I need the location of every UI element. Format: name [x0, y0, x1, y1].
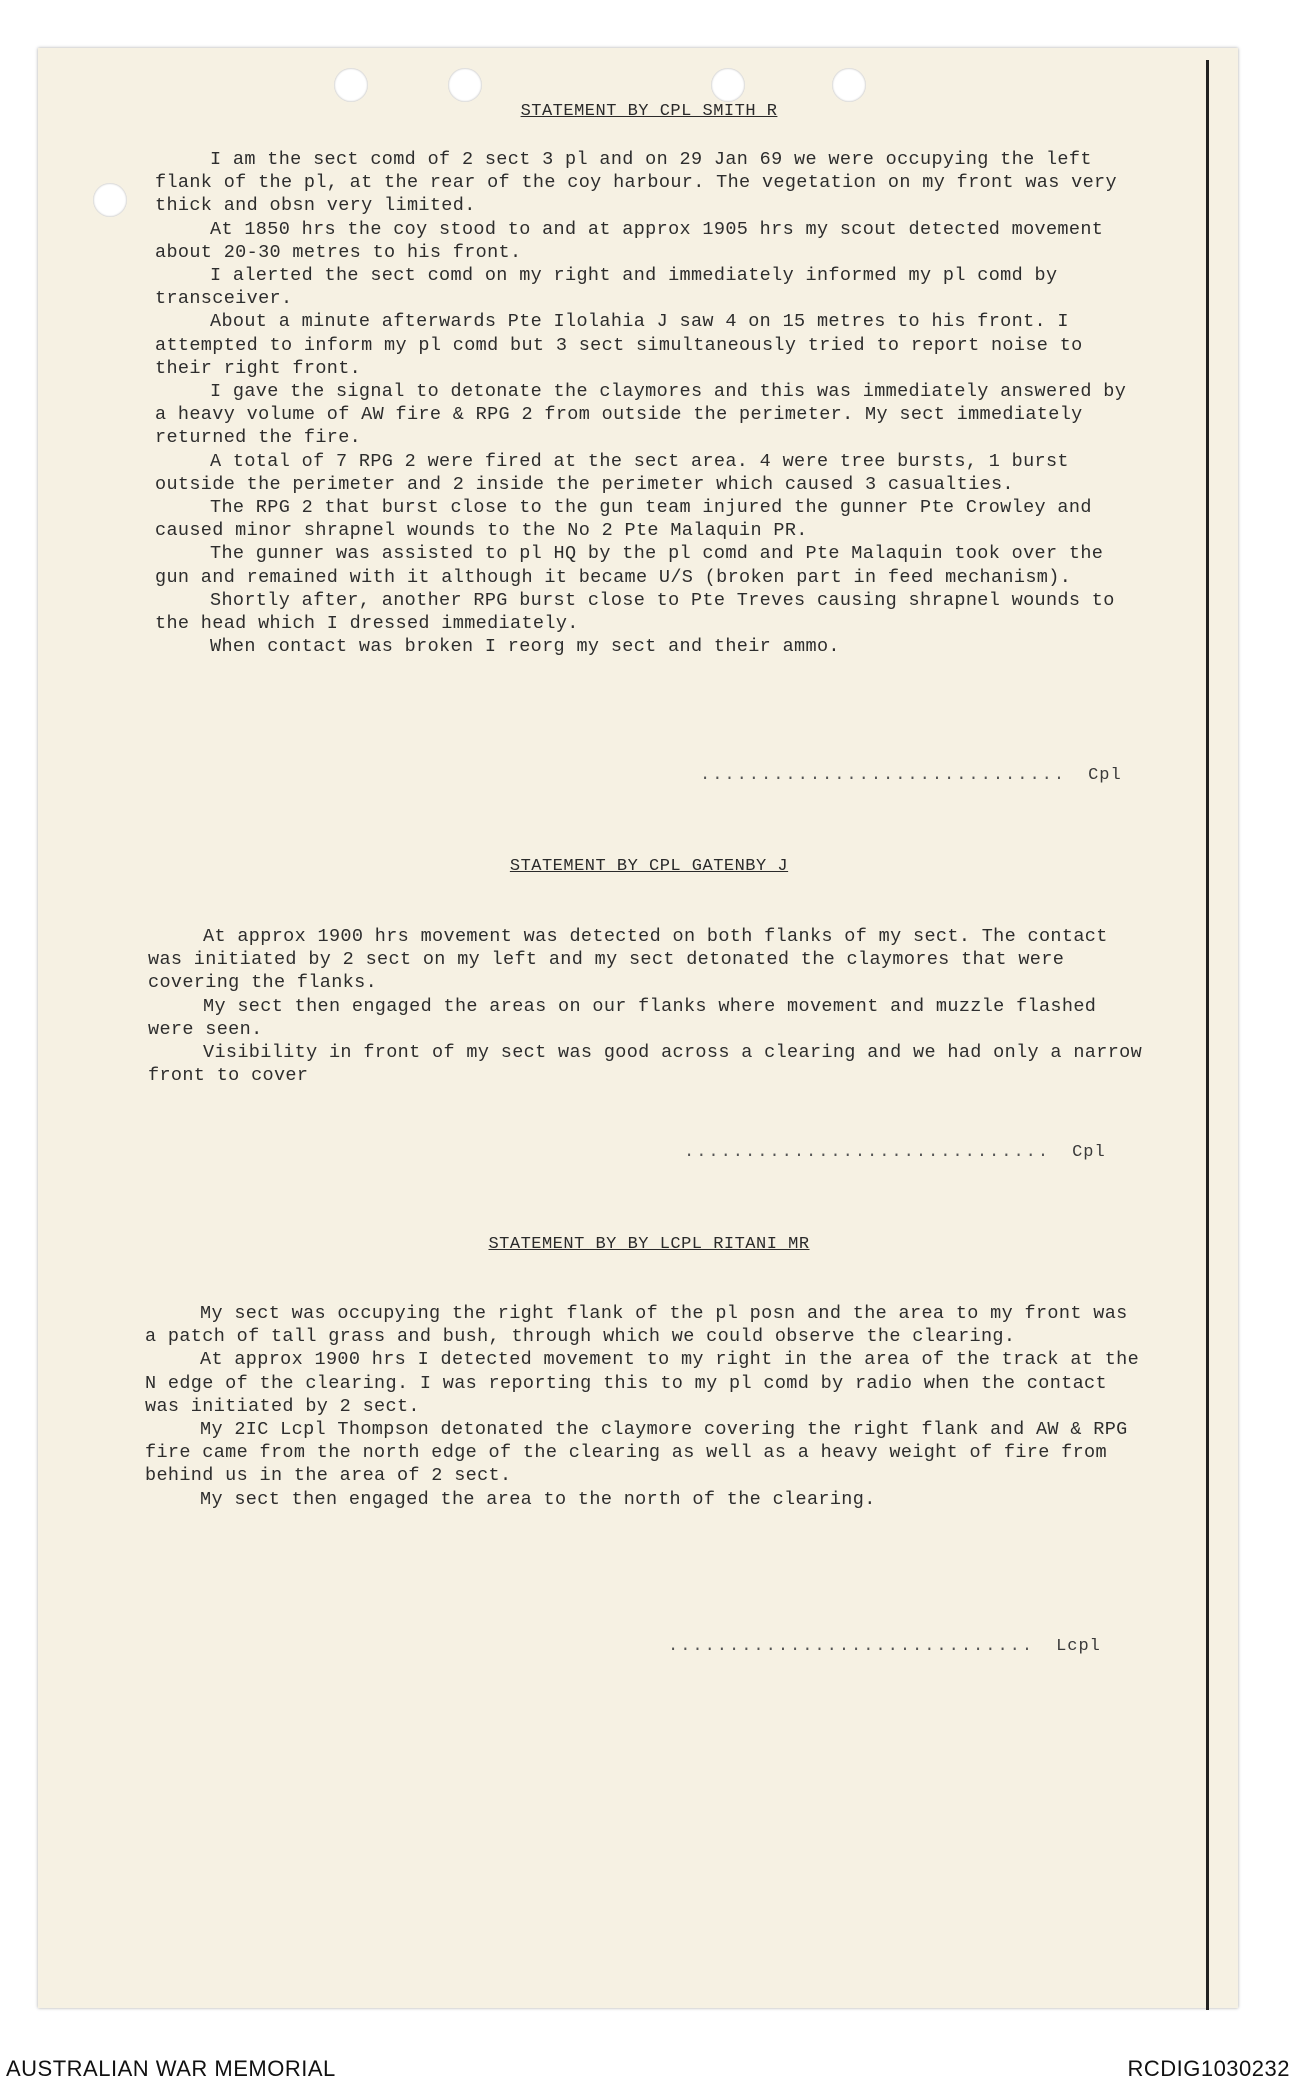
statement-paragraph: Shortly after, another RPG burst close to Pte Treves causing shrapnel wounds to the head which I dressed immediately. [155, 589, 1115, 635]
statement-paragraph: The RPG 2 that burst close to the gun team injured the gunner Pte Crowley and caused minor shrapnel wounds to the No 2 Pte Malaquin PR. [155, 497, 1092, 542]
signature-rank: Lcpl [1056, 1637, 1101, 1656]
statement-body [145, 1302, 1145, 1511]
punch-hole [448, 68, 482, 102]
signature-dots: .............................. [700, 766, 1067, 785]
footer-archive-name: AUSTRALIAN WAR MEMORIAL [6, 2056, 336, 2081]
statement-paragraph: At approx 1900 hrs I detected movement to my right in the area of the track at the N edge of the clearing. I was reporting this to my pl comd by radio when the contact was initiated by 2 sect. [145, 1349, 1140, 1417]
signature-line [684, 1143, 1106, 1162]
statement-heading: STATEMENT BY BY LCPL RITANI MR [488, 1235, 810, 1254]
statement-heading: STATEMENT BY CPL SMITH R [520, 102, 778, 121]
punch-hole [711, 68, 745, 102]
statement-paragraph: My sect then engaged the area to the north of the clearing. [200, 1488, 876, 1510]
signature-dots: .............................. [668, 1637, 1035, 1656]
statement-paragraph: At 1850 hrs the coy stood to and at approx 1905 hrs my scout detected movement about 20-30 metres to his front. [155, 218, 1104, 263]
signature-rank: Cpl [1088, 766, 1122, 785]
statement-paragraph: I am the sect comd of 2 sect 3 pl and on 29 Jan 69 we were occupying the left flank of the pl, at the rear of the coy harbour. The vegetation on my front was very thick and obsn very limited. [155, 149, 1117, 217]
punch-hole [93, 183, 127, 217]
punch-hole [334, 68, 368, 102]
statement-body [155, 148, 1140, 658]
footer-catalogue-id: RCDIG1030232 [1127, 2056, 1290, 2081]
punch-hole [832, 68, 866, 102]
statement-paragraph: The gunner was assisted to pl HQ by the pl comd and Pte Malaquin took over the gun and remained with it although it became U/S (broken part in feed mechanism). [155, 543, 1104, 588]
page-edge-shadow [1206, 60, 1209, 2010]
statement-paragraph: When contact was broken I reorg my sect and their ammo. [210, 636, 840, 658]
signature-line [668, 1637, 1101, 1656]
statement-heading: STATEMENT BY CPL GATENBY J [509, 857, 789, 876]
statement-paragraph: My sect then engaged the areas on our flanks where movement and muzzle flashed were seen. [148, 995, 1097, 1040]
statement-paragraph: My 2IC Lcpl Thompson detonated the claymore covering the right flank and AW & RPG fire came from the north edge of the clearing as well as a heavy weight of fire from behind us in the area of 2 sect. [145, 1419, 1128, 1487]
signature-dots: .............................. [684, 1143, 1051, 1162]
statement-paragraph: A total of 7 RPG 2 were fired at the sect area. 4 were tree bursts, 1 burst outside the perimeter and 2 inside the perimeter which caused 3 casualties. [155, 450, 1069, 495]
statement-paragraph: I alerted the sect comd on my right and immediately informed my pl comd by transceiver. [155, 265, 1058, 310]
statement-paragraph: At approx 1900 hrs movement was detected on both flanks of my sect. The contact was initiated by 2 sect on my left and my sect detonated the claymores that were covering the flanks. [148, 926, 1108, 994]
signature-rank: Cpl [1072, 1143, 1106, 1162]
statement-paragraph: About a minute afterwards Pte Ilolahia J saw 4 on 15 metres to his front. I attempted to inform my pl comd but 3 sect simultaneously tried to report noise to their right front. [155, 311, 1083, 379]
statement-paragraph: Visibility in front of my sect was good across a clearing and we had only a narrow front to cover [148, 1042, 1143, 1087]
signature-line [700, 766, 1122, 785]
statement-body [148, 925, 1143, 1087]
statement-paragraph: My sect was occupying the right flank of the pl posn and the area to my front was a patch of tall grass and bush, through which we could observe the clearing. [145, 1303, 1128, 1348]
statement-paragraph: I gave the signal to detonate the claymores and this was immediately answered by a heavy volume of AW fire & RPG 2 from outside the perimeter. My sect immediately returned the fire. [155, 381, 1127, 449]
